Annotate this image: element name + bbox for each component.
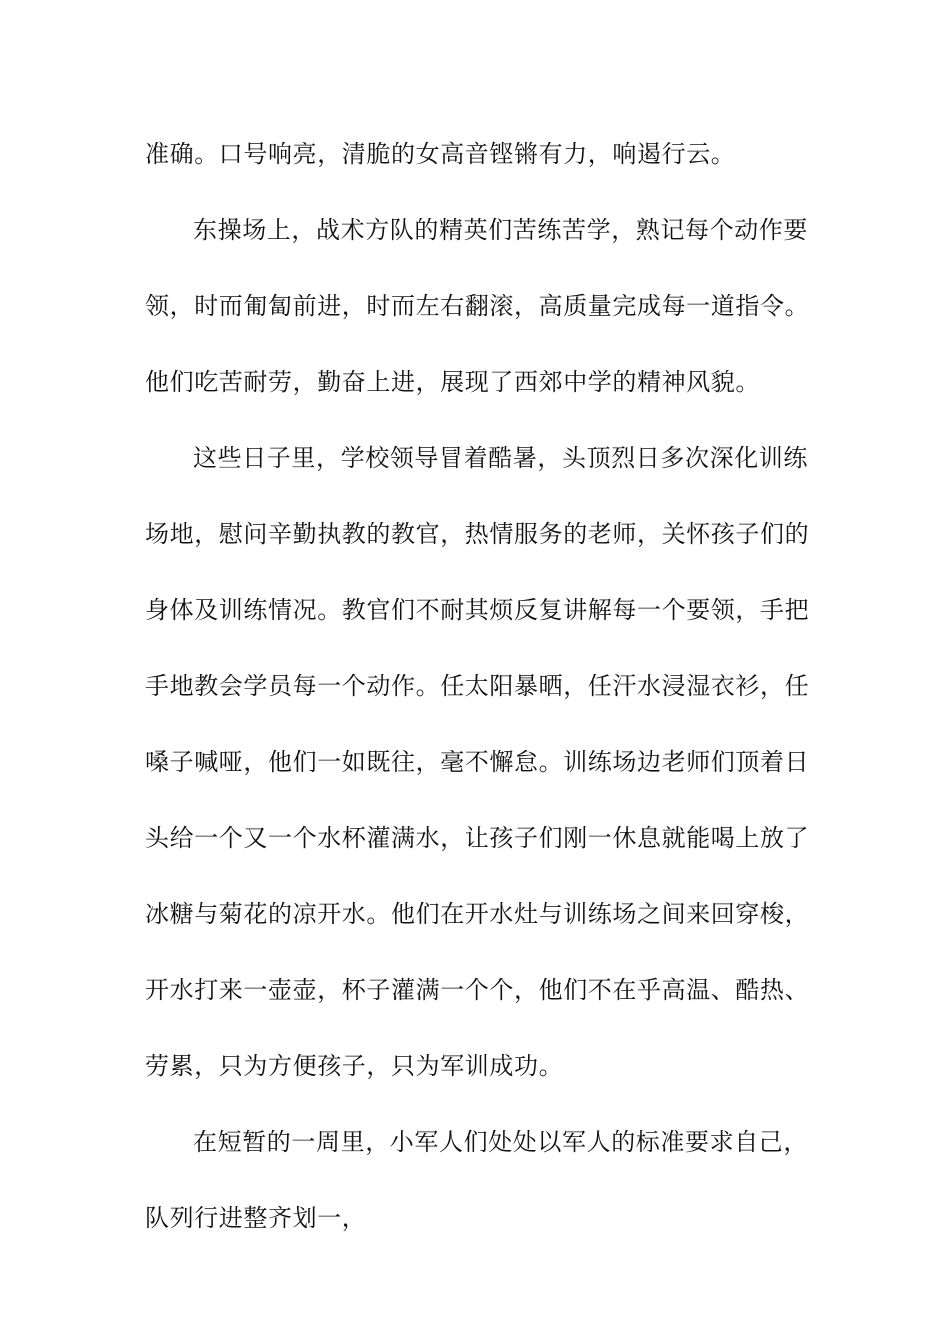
text-line xyxy=(145,712,805,735)
text-line xyxy=(145,1016,805,1039)
text-line xyxy=(145,181,805,204)
text-line: 准确。口号响亮，清脆的女高音铿锵有力，响遏行云。 xyxy=(145,140,736,168)
text-line: 场地，慰问辛勤执教的教官，热情服务的老师，关怀孩子们的 xyxy=(145,519,810,548)
text-line xyxy=(145,485,805,508)
text-line xyxy=(145,864,805,887)
text-line xyxy=(145,637,805,660)
text-line: 头给一个又一个水杯灌满水，让孩子们刚一休息就能喝上放了 xyxy=(145,823,810,852)
text-line: 身体及训练情况。教官们不耐其烦反复讲解每一个要领，手把 xyxy=(145,595,810,624)
text-line: 嗓子喊哑，他们一如既往，毫不懈怠。训练场边老师们顶着日 xyxy=(145,747,810,776)
text-line: 冰糖与菊花的凉开水。他们在开水灶与训练场之间来回穿梭， xyxy=(145,899,810,928)
paragraph-first-line: 东操场上，战术方队的精英们苦练苦学，熟记每个动作要 xyxy=(193,215,808,244)
text-line xyxy=(145,940,805,963)
text-line: 队列行进整齐划一， xyxy=(145,1203,367,1232)
text-line xyxy=(145,409,805,432)
text-line: 领，时而匍匐前进，时而左右翻滚，高质量完成每一道指令。 xyxy=(145,291,810,320)
text-line: 开水打来一壶壶，杯子灌满一个个，他们不在乎高温、酷热、 xyxy=(145,975,810,1004)
text-line xyxy=(145,257,805,280)
document-body xyxy=(145,128,810,1244)
text-line xyxy=(145,333,805,356)
paragraph-first-line: 这些日子里，学校领导冒着酷暑，头顶烈日多次深化训练 xyxy=(193,443,808,472)
text-line xyxy=(145,1168,805,1191)
paragraph-first-line: 在短暂的一周里，小军人们处处以军人的标准要求自己， xyxy=(193,1127,808,1156)
text-line xyxy=(145,1092,805,1115)
text-line xyxy=(145,788,805,811)
text-line: 他们吃苦耐劳，勤奋上进，展现了西郊中学的精神风貌。 xyxy=(145,367,760,396)
text-line: 劳累，只为方便孩子，只为军训成功。 xyxy=(145,1051,564,1080)
text-line: 手地教会学员每一个动作。任太阳暴晒，任汗水浸湿衣衫，任 xyxy=(145,671,810,700)
text-line xyxy=(145,561,805,584)
